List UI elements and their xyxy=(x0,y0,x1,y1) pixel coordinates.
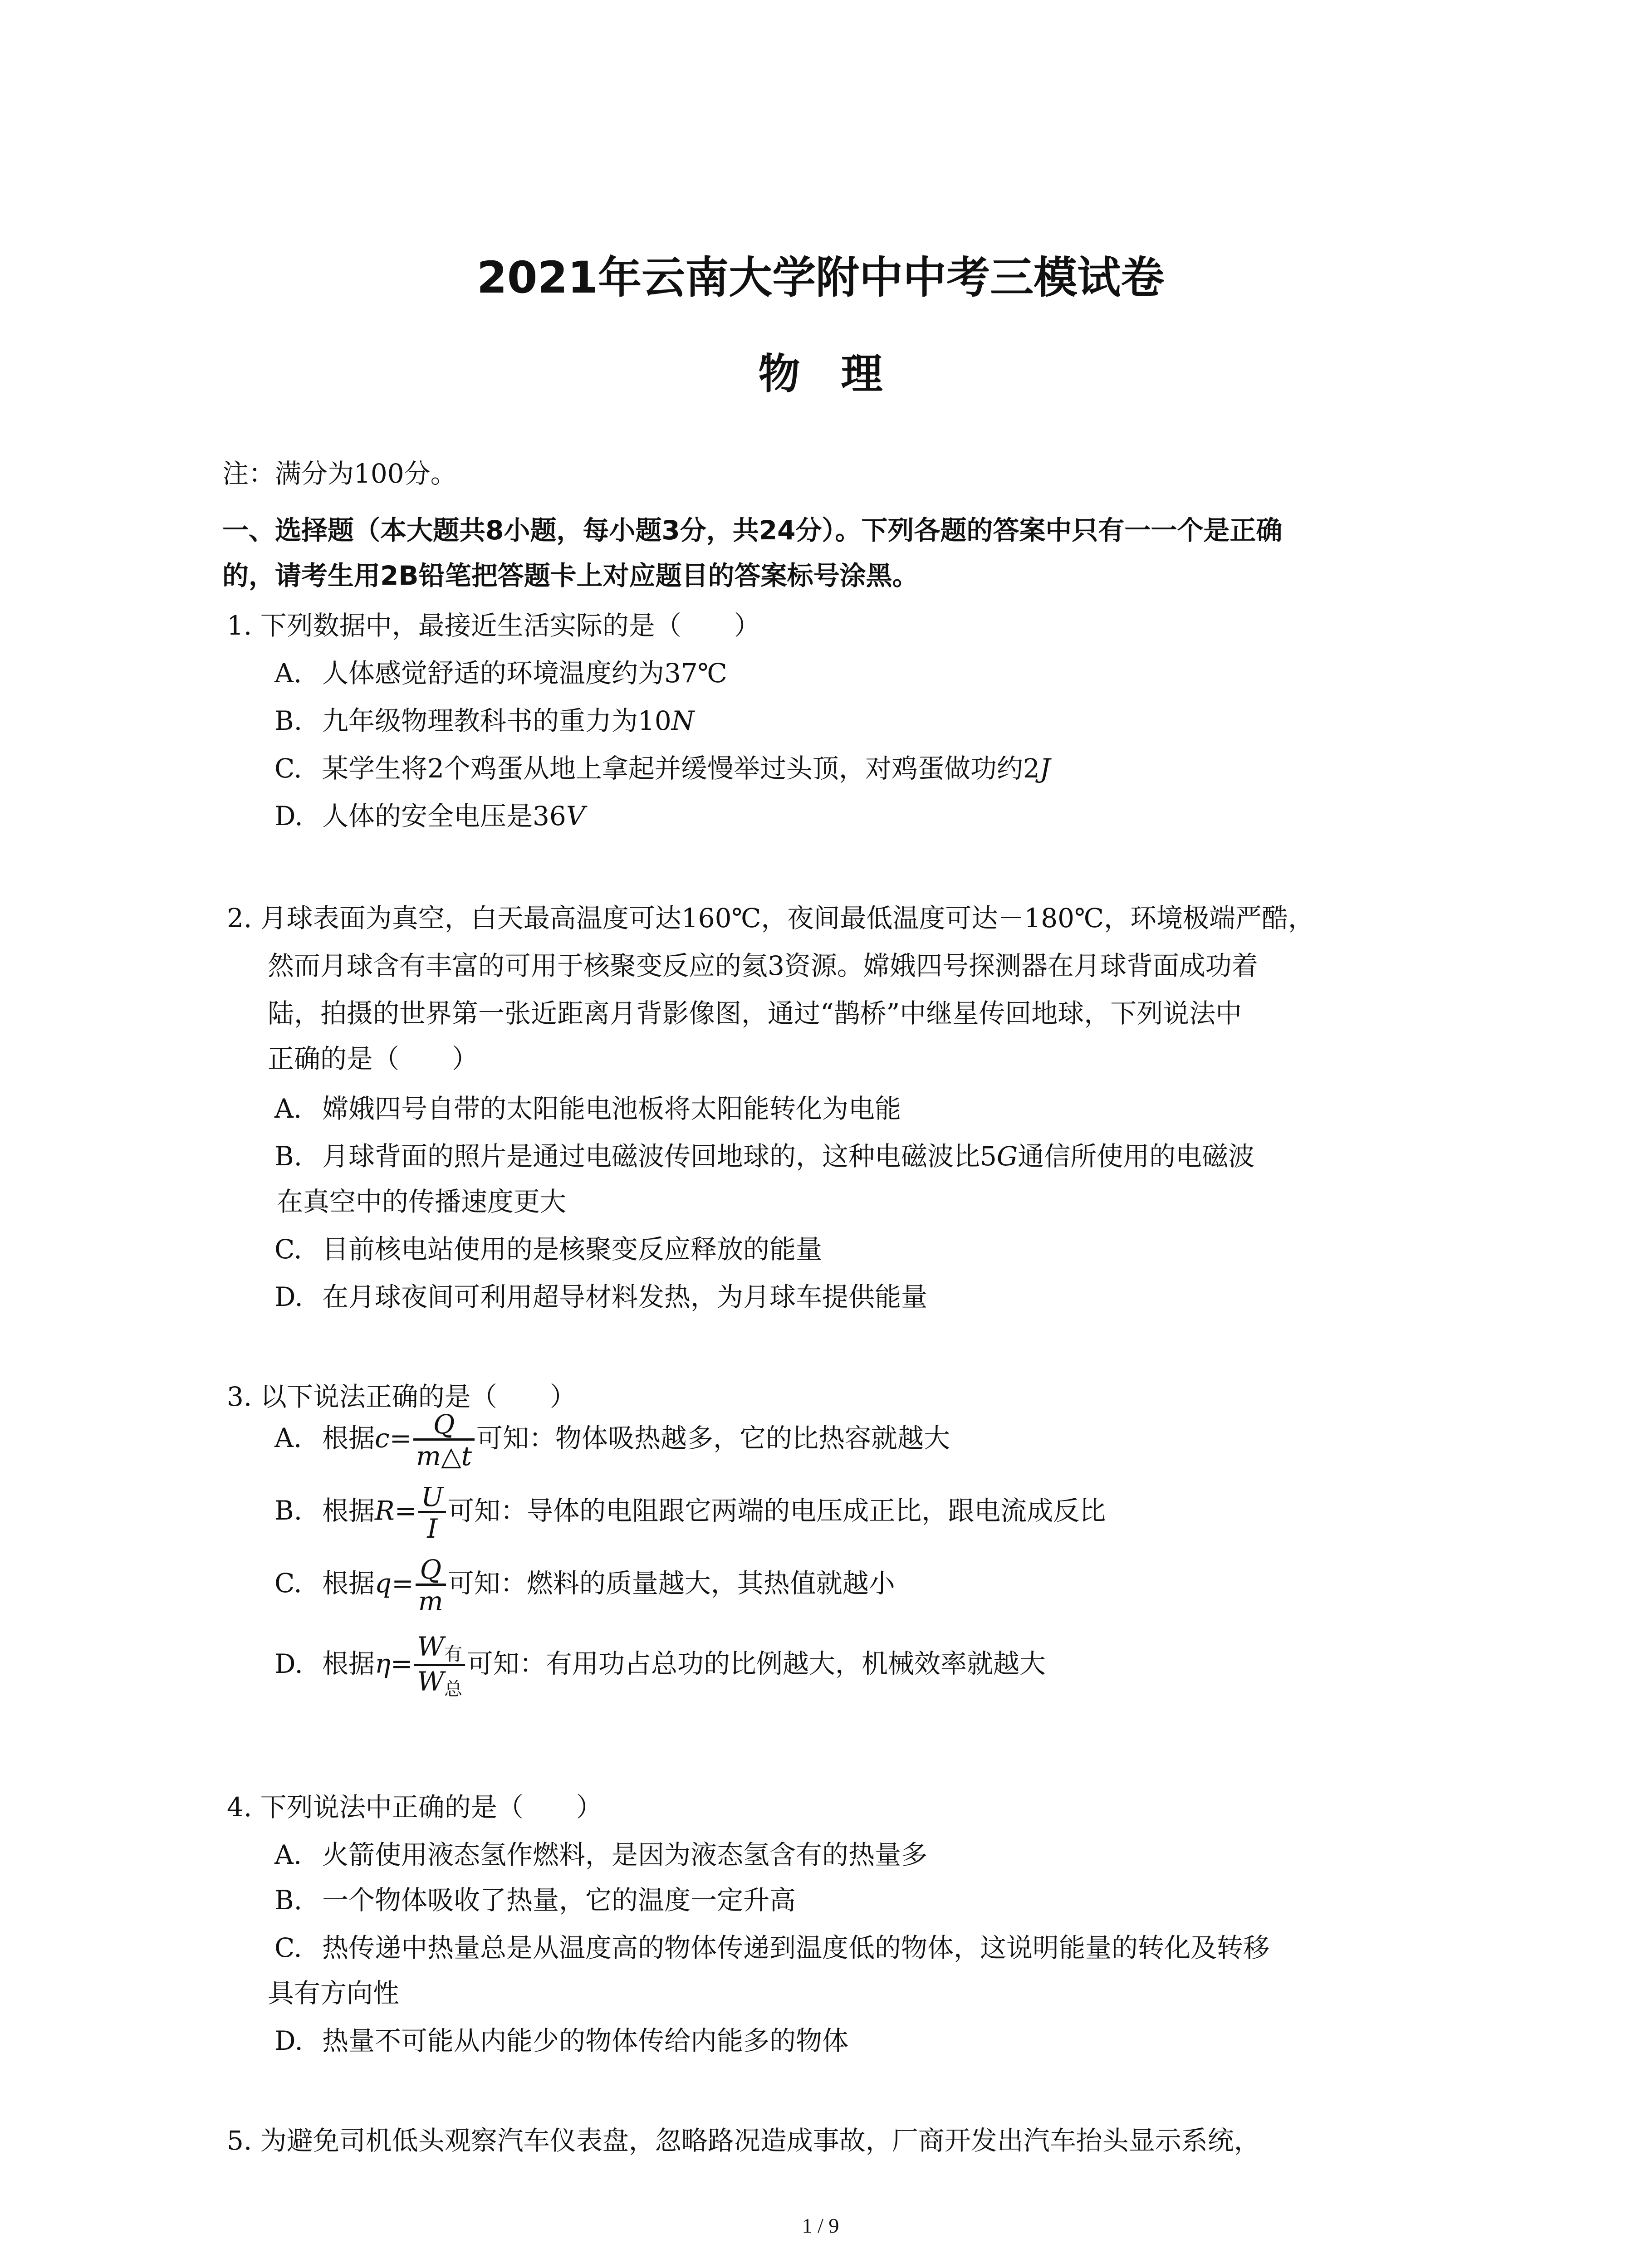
q2-stem-line4: 正确的是（ ） xyxy=(268,1043,479,1074)
subject-title: 物理 xyxy=(758,350,924,398)
option-label: C. xyxy=(274,1932,302,1963)
denominator-subscript: 总 xyxy=(444,1679,462,1700)
section1-instruction-line2: 的，请考生用2B铅笔把答题卡上对应题目的答案标号涂黑。 xyxy=(222,560,919,591)
option-text: 火箭使用液态氢作燃料，是因为液态氢含有的热量多 xyxy=(322,1839,928,1870)
formula-fraction xyxy=(416,1556,446,1615)
section1-instruction-line1: 一、选择题（本大题共8小题，每小题3分，共24分）。下列各题的答案中只有一一个是正确 xyxy=(222,515,1283,546)
formula-fraction xyxy=(414,1633,465,1699)
formula-variable: q xyxy=(375,1568,392,1599)
option-text: 一个物体吸收了热量，它的温度一定升高 xyxy=(322,1885,796,1916)
q1-stem: 1. 下列数据中，最接近生活实际的是（ ） xyxy=(227,610,760,641)
q2-option-a xyxy=(274,1093,901,1125)
option-label: D. xyxy=(274,1648,303,1679)
option-text: 可知：燃料的质量越大，其热值就越小 xyxy=(447,1568,895,1599)
option-label: A. xyxy=(274,1422,302,1454)
option-text: 目前核电站使用的是核聚变反应释放的能量 xyxy=(322,1234,823,1265)
q4-option-c xyxy=(274,1932,1269,1964)
q4-stem: 4. 下列说法中正确的是（ ） xyxy=(227,1792,603,1823)
option-prefix: 根据 xyxy=(322,1422,375,1454)
option-label: A. xyxy=(274,1093,302,1124)
q1-option-b xyxy=(274,705,695,737)
formula-variable: R xyxy=(375,1495,395,1526)
option-label: B. xyxy=(274,1141,303,1172)
formula-fraction xyxy=(418,1483,446,1543)
option-text: 可知：物体吸热越多，它的比热容就越大 xyxy=(476,1422,950,1454)
fraction-denominator: m△t xyxy=(413,1438,475,1470)
unit-symbol: N xyxy=(671,705,695,736)
q2-stem-line3: 陆，拍摄的世界第一张近距离月背影像图，通过“鹊桥”中继星传回地球，下列说法中 xyxy=(268,998,1242,1029)
q2-option-b-continuation: 在真空中的传播速度更大 xyxy=(277,1186,567,1217)
q3-stem: 3. 以下说法正确的是（ ） xyxy=(227,1381,576,1412)
option-prefix: 根据 xyxy=(322,1568,375,1599)
unit-symbol: V xyxy=(566,801,585,831)
q2-option-d xyxy=(274,1281,927,1313)
fraction-denominator: m xyxy=(416,1584,446,1615)
option-text: 热量不可能从内能少的物体传给内能多的物体 xyxy=(322,2025,849,2056)
q4-option-c-continuation: 具有方向性 xyxy=(268,1978,400,2009)
option-text: 九年级物理教科书的重力为10 xyxy=(322,705,671,736)
option-label: A. xyxy=(274,658,302,689)
option-text: 某学生将2个鸡蛋从地上拿起并缓慢举过头顶，对鸡蛋做功约2 xyxy=(322,753,1040,784)
q2-option-b xyxy=(274,1141,1254,1173)
q4-option-b xyxy=(274,1885,796,1916)
q1-option-c xyxy=(274,753,1050,785)
option-text: 在月球夜间可利用超导材料发热，为月球车提供能量 xyxy=(322,1281,928,1312)
unit-symbol: G xyxy=(996,1141,1018,1172)
option-label: B. xyxy=(274,1495,303,1526)
option-text: 嫦娥四号自带的太阳能电池板将太阳能转化为电能 xyxy=(322,1093,901,1124)
option-label: B. xyxy=(274,705,303,736)
fraction-denominator xyxy=(414,1664,465,1699)
q3-option-a: A. 根据c= $\frac{Q}{m\triangle t}$ 可知：物体吸热越多，它的比热容就越大 xyxy=(274,1409,950,1471)
option-prefix: 根据 xyxy=(322,1495,375,1526)
fraction-numerator xyxy=(414,1633,465,1664)
unit-symbol: J xyxy=(1039,753,1051,784)
option-label: C. xyxy=(274,753,302,784)
option-text: 可知：有用功占总功的比例越大，机械效率就越大 xyxy=(467,1648,1046,1679)
exam-title: 2021年云南大学附中中考三模试卷 xyxy=(476,252,1165,303)
option-text: 通信所使用的电磁波 xyxy=(1018,1141,1255,1172)
page-number: 1 / 9 xyxy=(802,2214,839,2237)
option-label: B. xyxy=(274,1885,303,1916)
option-label: D. xyxy=(274,1281,303,1312)
option-prefix: 根据 xyxy=(322,1648,375,1679)
q1-option-d xyxy=(274,801,585,832)
q4-option-a xyxy=(274,1839,927,1871)
option-text: 可知：导体的电阻跟它两端的电压成正比，跟电流成反比 xyxy=(448,1495,1106,1526)
fraction-numerator: Q xyxy=(420,1554,442,1585)
denominator-symbol: W xyxy=(417,1666,444,1697)
score-note: 注：满分为100分。 xyxy=(222,458,457,489)
q4-option-d xyxy=(274,2025,848,2057)
numerator-symbol: W xyxy=(417,1631,444,1662)
fraction-denominator: I xyxy=(418,1511,446,1543)
formula-variable: c xyxy=(375,1422,390,1454)
option-text: 人体感觉舒适的环境温度约为37℃ xyxy=(322,658,727,689)
option-label: C. xyxy=(274,1568,302,1599)
fraction-numerator: Q xyxy=(433,1409,455,1440)
option-text: 月球背面的照片是通过电磁波传回地球的，这种电磁波比5 xyxy=(322,1141,997,1172)
q2-stem-line1: 2. 月球表面为真空，白天最高温度可达160℃，夜间最低温度可达－180℃，环境极端严酷， xyxy=(227,903,1314,934)
option-text: 热传递中热量总是从温度高的物体传递到温度低的物体，这说明能量的转化及转移 xyxy=(322,1932,1270,1963)
numerator-subscript: 有 xyxy=(444,1644,462,1665)
option-label: D. xyxy=(274,2025,303,2056)
formula-fraction xyxy=(413,1411,475,1470)
option-text: 人体的安全电压是36 xyxy=(322,801,566,831)
q3-option-c: C. 根据q= $\frac{Q}{m}$ 可知：燃料的质量越大，其热值就越小 xyxy=(274,1554,895,1617)
formula-variable: η xyxy=(375,1648,391,1679)
q3-option-b: B. 根据R= $\frac{U}{I}$ 可知：导体的电阻跟它两端的电压成正比，跟电流成反比 xyxy=(274,1481,1106,1544)
option-label: D. xyxy=(274,801,303,831)
q1-option-a xyxy=(274,658,727,689)
q3-option-d: D. 根据η= $\frac{W_有}{W_总}$ 可知：有用功占总功的比例越大，机械效率就越大 xyxy=(274,1631,1046,1700)
option-label: C. xyxy=(274,1234,302,1265)
q2-stem-line2: 然而月球含有丰富的可用于核聚变反应的氦3资源。嫦娥四号探测器在月球背面成功着 xyxy=(268,950,1258,981)
option-label: A. xyxy=(274,1839,302,1870)
q5-stem-line1: 5. 为避免司机低头观察汽车仪表盘，忽略路况造成事故，厂商开发出汽车抬头显示系统， xyxy=(227,2125,1260,2156)
q2-option-c xyxy=(274,1234,822,1266)
fraction-numerator: U xyxy=(421,1481,444,1512)
